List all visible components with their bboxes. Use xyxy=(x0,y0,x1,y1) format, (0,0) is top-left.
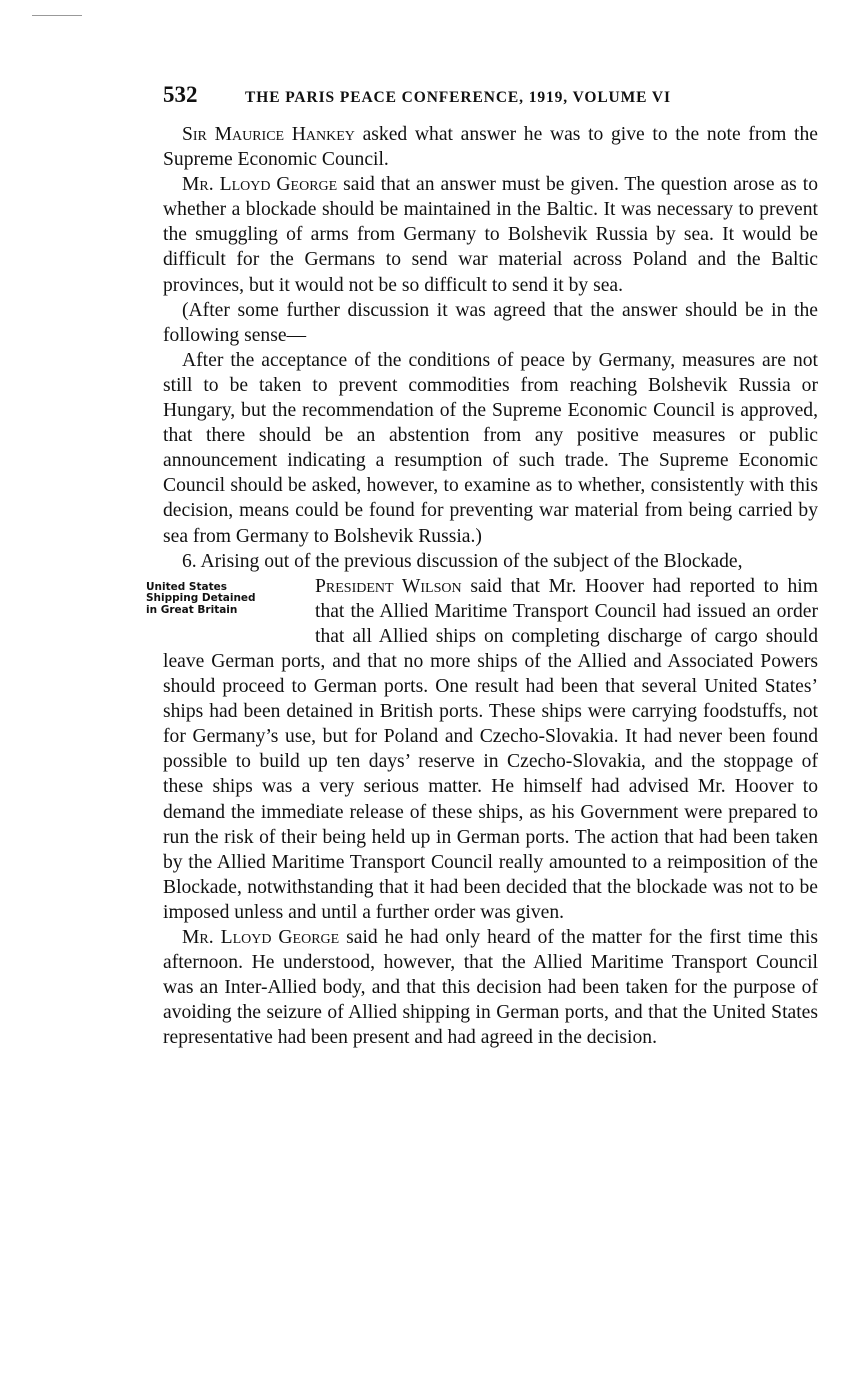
paragraph-text: said that an answer must be given. The question arose as to whether a blockade should be maintained in the Baltic. It was necessary to prevent the smuggling of arms from Germany to Bolshevik Russia by sea. It would be difficult for the Germans to send war material across Poland and the Baltic provinces, but it would not be so difficult to send it by sea. xyxy=(163,174,818,296)
speaker-name: Mr. Lloyd George xyxy=(182,174,338,196)
document-body xyxy=(146,122,818,1050)
speaker-name: Sir Maurice Hankey xyxy=(182,124,355,145)
paragraph-hankey xyxy=(163,122,818,172)
running-header xyxy=(163,82,818,122)
sidenote-section xyxy=(146,574,818,925)
paragraph-text: asked what answer he was to give to the note from the Supreme Economic Council. xyxy=(163,124,818,171)
sidenote-line: United States xyxy=(146,580,227,593)
sidenote-line: in Great Britain xyxy=(146,603,238,616)
paragraph-lloyd-george-2 xyxy=(163,925,818,1050)
speaker-name: Mr. Lloyd George xyxy=(182,927,340,948)
margin-sidenote xyxy=(146,582,286,617)
scan-edge-mark xyxy=(32,15,82,16)
sidenote-line: Shipping Detained xyxy=(146,592,256,605)
paragraph-item-6: 6. Arising out of the previous discussion of the subject of the Blockade, xyxy=(182,550,743,572)
document-page xyxy=(146,82,818,1050)
speaker-name: President Wilson xyxy=(315,575,462,597)
paragraph-resolution: After the acceptance of the conditions of peace by Germany, measures are not still to be taken to prevent commodities from reaching Bolshevik Russia or Hungary, but the recommendation of the Supreme Economic Council is approved, that there should be an abstention from any positive measures or public announcement indicating a resumption of such trade. The Supreme Economic Council should be asked, however, to examine as to whether, consistently with this decision, means could be found for preventing war material from being carried by sea from Germany to Bolshevik Russia.) xyxy=(163,349,818,547)
paragraph-discussion: (After some further discussion it was agreed that the answer should be in the following sense— xyxy=(163,299,818,346)
paragraph-lloyd-george-1 xyxy=(163,172,818,297)
page-number: 532 xyxy=(163,82,198,107)
paragraph-text: said that Mr. Hoover had reported to him that the Allied Maritime Transport Council had issued an order that all Allied ships on completing discharge of cargo should leave German ports, and that no more ships of the Allied and Associated Powers should proceed to German ports. One result had been that several United States’ ships had been detained in British ports. These ships were carrying foodstuffs, not for Germany’s use, but for Poland and Czecho-Slovakia. It had never been found possible to build up ten days’ reserve in Czecho-Slovakia, and the stoppage of these ships was a very serious matter. He himself had advised Mr. Hoover to demand the immediate release of these ships, as his Government were prepared to run the risk of their being held up in German ports. The action that had been taken by the Allied Maritime Transport Council really amounted to a reimposition of the Blockade, notwithstanding that it had been decided that the blockade was not to be imposed unless and until a further order was given. xyxy=(163,575,818,923)
paragraph-text: said he had only heard of the matter for the first time this afternoon. He understood, however, that the Allied Maritime Transport Council was an Inter-Allied body, and that this decision had been taken for the purpose of avoiding the seizure of Allied shipping in German ports, and that the United States representative had been present and had agreed in the decision. xyxy=(163,927,818,1049)
running-title: THE PARIS PEACE CONFERENCE, 1919, VOLUME VI xyxy=(245,89,671,106)
